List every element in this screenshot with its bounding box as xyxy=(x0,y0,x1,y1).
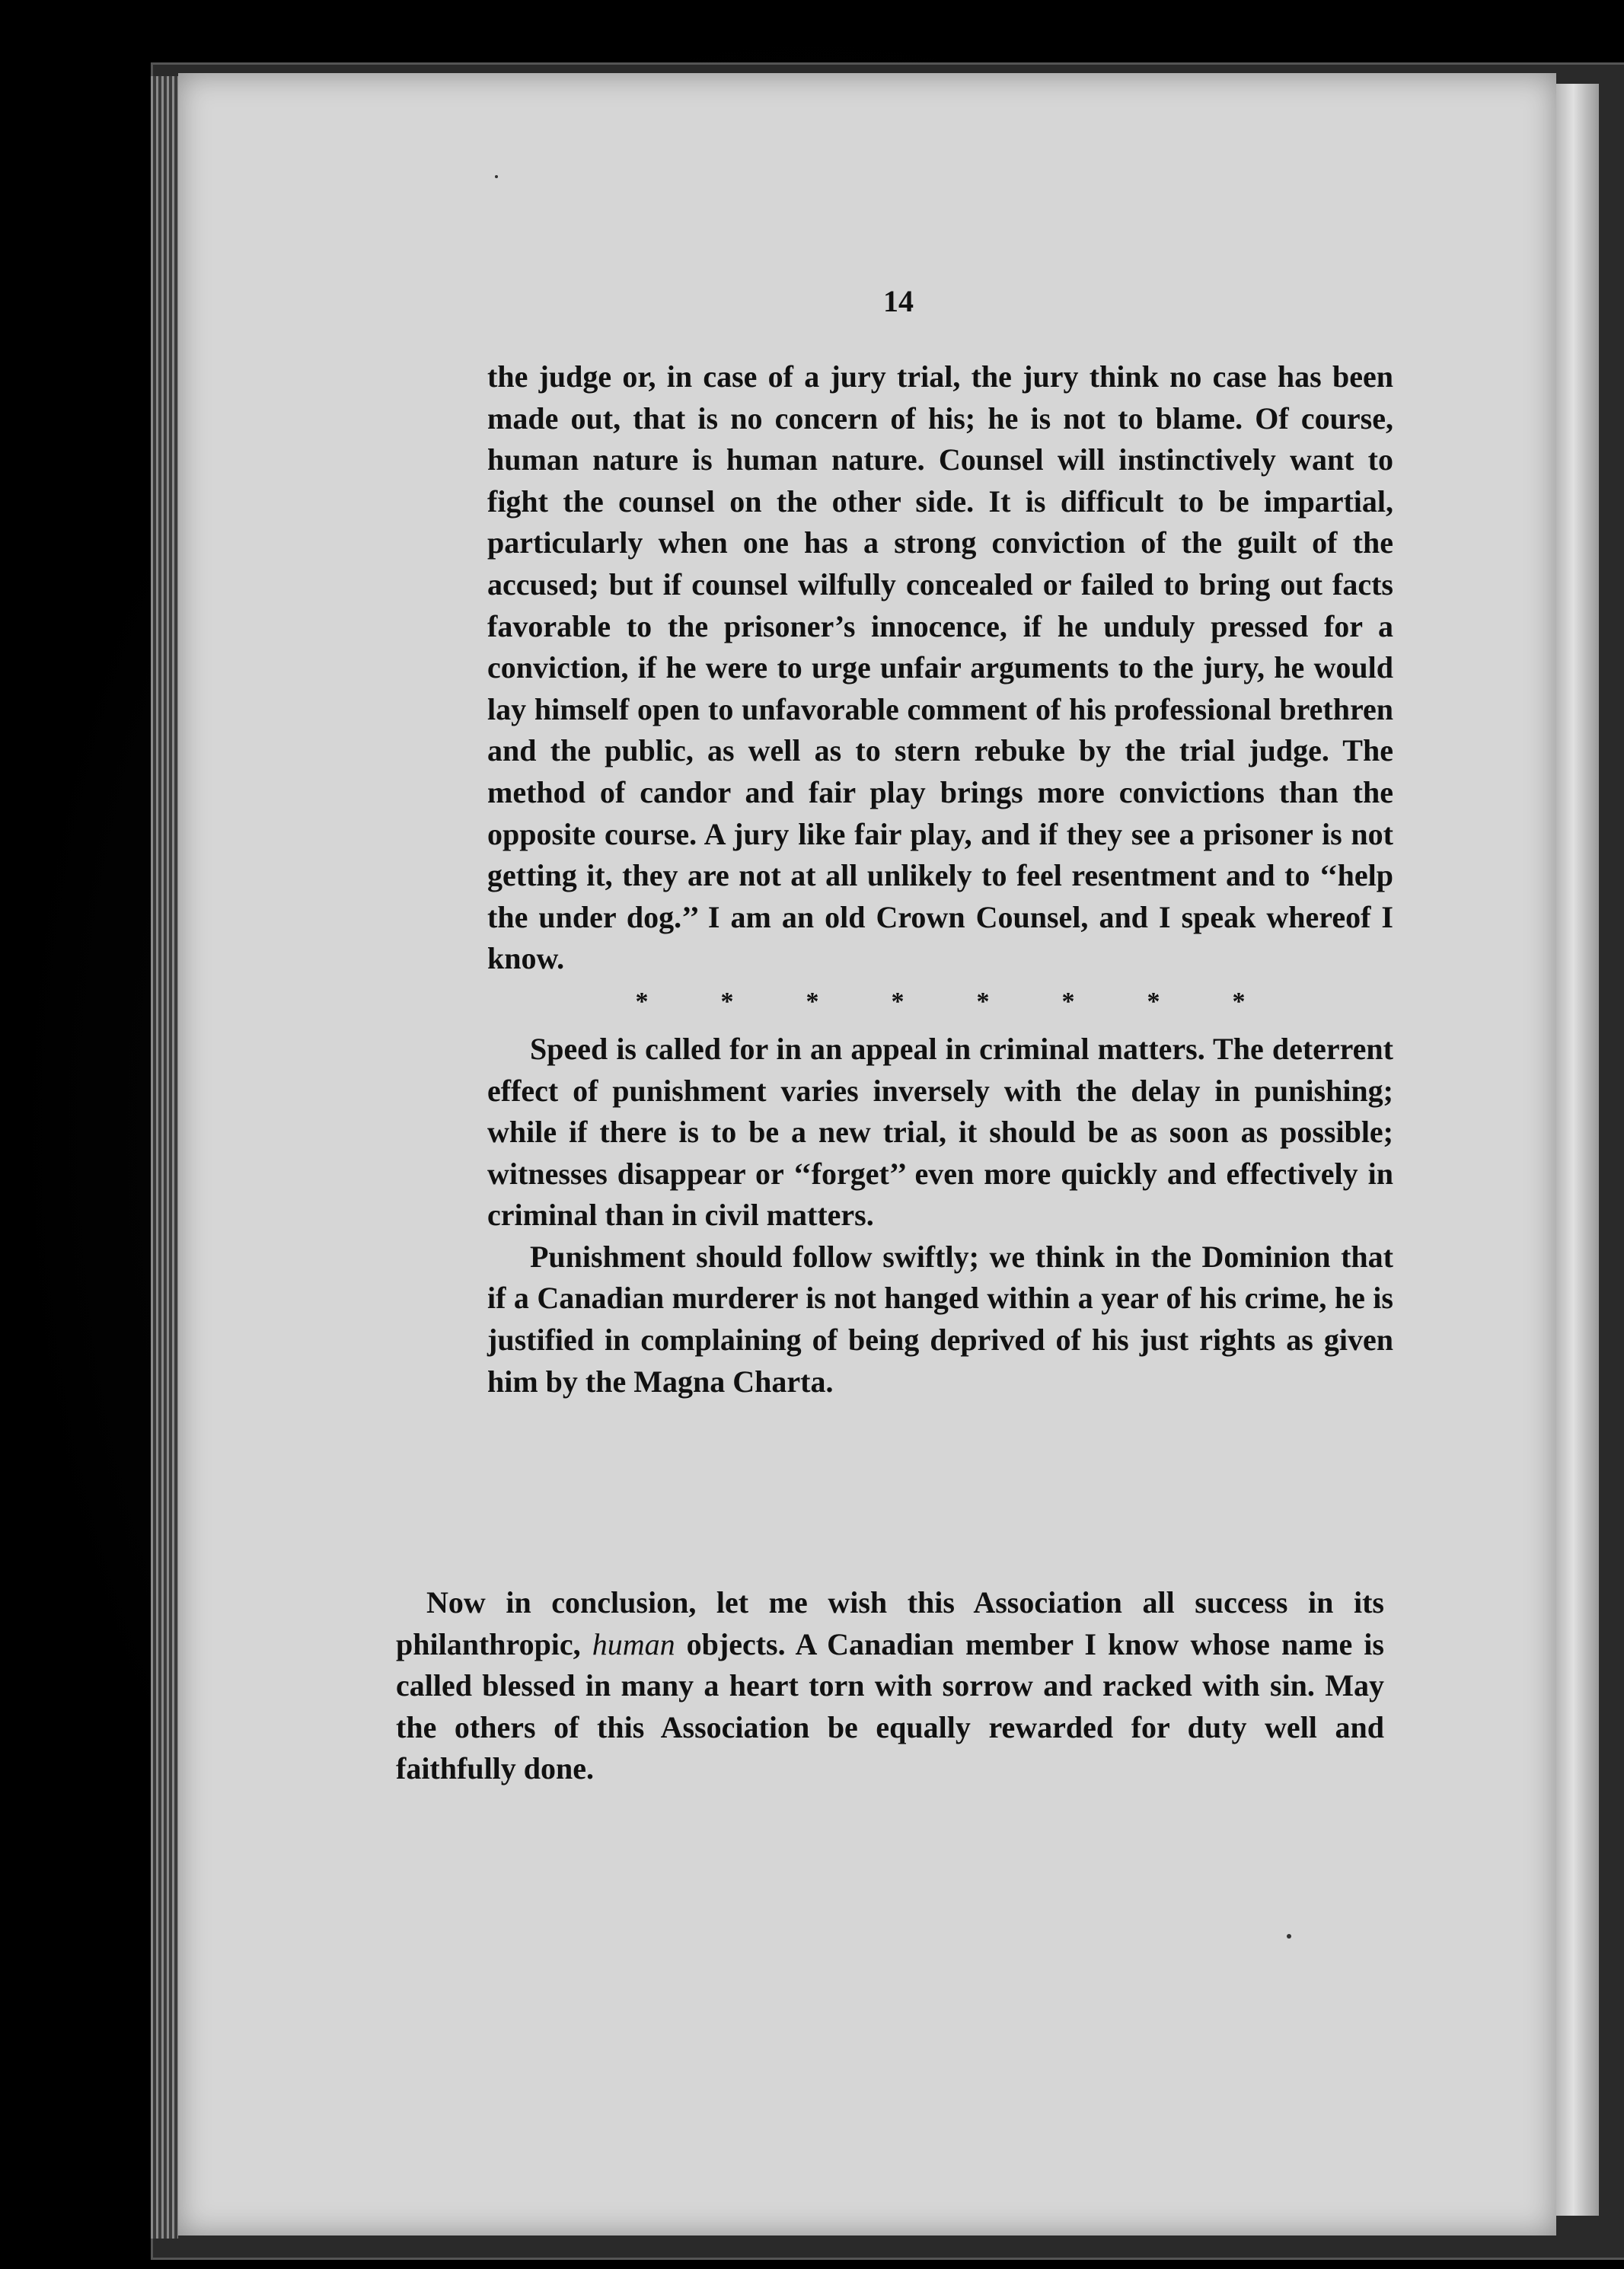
separator-asterisk: * xyxy=(720,987,734,1016)
page-number: 14 xyxy=(883,284,914,318)
separator-asterisk: * xyxy=(806,987,819,1016)
closing-paragraph xyxy=(396,1582,1384,1790)
paragraph-punishment: Punishment should follow swiftly; we think in the Dominion that if a Canadian murderer is not hanged within a year of his crime, he is justified in complaining of being deprived of his just rights as given him by the Magna Charta. xyxy=(487,1239,1393,1399)
book-spine xyxy=(151,76,178,2239)
closing-text-end: objects. A Canadian member I know whose name is called blessed in many a heart torn with sorrow and racked with sin. May the others of this Association be equally rewarded for duty well and faithfully done. xyxy=(396,1626,1384,1786)
separator-asterisk: * xyxy=(1232,987,1246,1016)
closing-italic-word: human xyxy=(592,1626,675,1661)
separator-asterisk: * xyxy=(976,987,990,1016)
section-separator xyxy=(487,983,1393,1021)
paragraph-counsel-duty: the judge or, in case of a jury trial, the jury think no case has been made out, that is no concern of his; he is not to blame. Of course, human nature is human nature. Counsel will instinctively want to fight the counsel on the other side. It is difficult to be impartial, particularly when one has a strong conviction of the guilt of the accused; but if counsel wilfully concealed or failed to bring out facts favorable to the prisoner’s innocence, if he unduly pressed for a conviction, if he were to urge unfair arguments to the jury, he would lay himself open to unfavorable comment of his professional brethren and the public, as well as to stern rebuke by the trial judge. The method of candor and fair play brings more convictions than the opposite course. A jury like fair play, and if they see a prisoner is not getting it, they are not at all unlikely to feel resentment and to ‘‘help the under dog.’’ I am an old Crown Counsel, and I speak whereof I know. xyxy=(487,359,1393,976)
separator-asterisk: * xyxy=(1061,987,1075,1016)
body-text xyxy=(487,356,1393,1403)
separator-asterisk: * xyxy=(1147,987,1160,1016)
separator-asterisk: * xyxy=(635,987,649,1016)
separator-asterisk: * xyxy=(891,987,905,1016)
paragraph-speed: Speed is called for in an appeal in criminal matters. The deterrent effect of punishment varies inversely with the delay in punishing; while if there is to be a new trial, it should be as soon as possible; witnesses disappear or ‘‘forget’’ even more quickly and effectively in criminal than in civil matters. xyxy=(487,1031,1393,1233)
scan-speck xyxy=(1287,1934,1291,1939)
closing-text-start: Now in conclusion, let me wish this Association all success in its philanthropic, xyxy=(396,1585,1384,1661)
scan-speck xyxy=(495,175,498,178)
page-stack-edge xyxy=(1556,84,1599,2216)
